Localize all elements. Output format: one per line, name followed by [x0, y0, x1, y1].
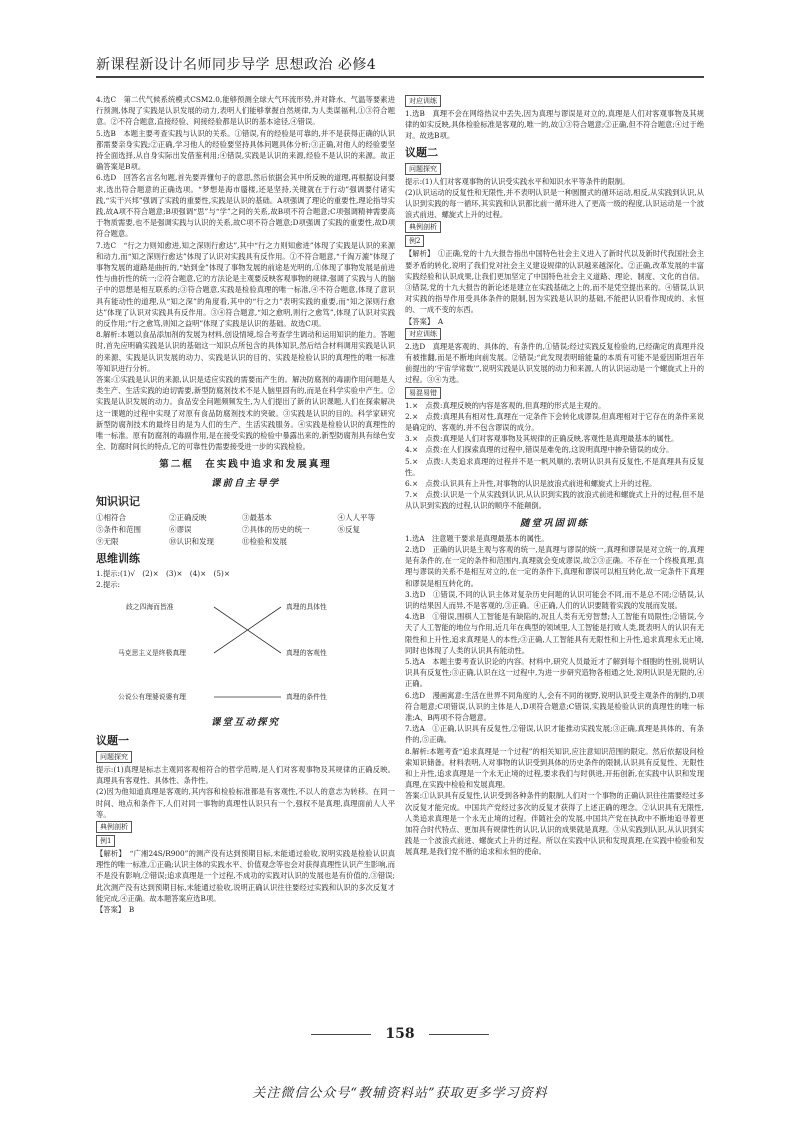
- exercise-answer: 5.选A 本题主要考查认识论的内容。材料中,研究人员最近才了解到每个细胞的性别,说明认识具有反复性;③正确,认识在这一过程中,为进一步研究造物各相通之处,说明认识是无限的,④正确。: [405, 656, 704, 689]
- section-banner: 课堂互动探究: [210, 716, 280, 728]
- answer-item: 5.选B 本题主要考查实践与认识的关系。①错误,有的经验是可靠的,并不是获得正确的认识都需要亲身实践;②正确,学习他人的经验要坚持具体问题具体分析;③正确,对他人的经验要坚持全面选择,从自身实际出发借鉴利用;④错误,实践是认识的来源,经验不是认识的来源。故正确答案是B项。: [96, 128, 395, 172]
- case-analysis: 【解析】 ①正确,党的十九大报告指出中国特色社会主义进入了新时代以及新时代我国社会主要矛盾的转化,说明了我们党对社会主义建设规律的认识越来越深化。②正确,改革发展的丰富实践经验和认识成果,让我们更加坚定了中国特色社会主义道路、理论、制度、文化的自信。③错误,党的十九大报告的新论述是建立在实践基础之上的,而不是凭空提出来的。④错误,认识对实践的指导作用受具体条件的限制,因为实践是认识的基础,不能把认识看作现成的、永恒的、一成不变的东西。: [405, 249, 704, 315]
- knowledge-item: ⑤条件和范围: [96, 524, 141, 534]
- explore-text: 提示:(1)真理是标志主观同客观相符合的哲学范畴,是人们对客观事物及其规律的正确反映。真理具有客观性、具体性、条件性。: [96, 764, 395, 786]
- page-header: [96, 50, 704, 78]
- explore-text: (2)认识运动的反复性和无限性,并不表明认识是一种圆圈式的循环运动,相反,从实践到认识,从认识到实践的每一循环,其实践和认识都比前一循环进入了更高一级的程度,认识运动是一个波浪式前进、螺旋式上升的过程。: [405, 187, 704, 220]
- exercise-answer: 1.选A 注意题干要求是真理最基本的属性。: [405, 533, 549, 543]
- matching-diagram: [96, 593, 395, 711]
- exercise-answer: 答案:①认识具有反复性,认识受到各种条件的限制,人们对一个事物的正确认识往往需要经过多次反复才能完成。中国共产党经过多次的反复才获得了上述正确的理念。②认识具有无限性,人类追求真理是一个永无止境的过程。伴随社会的发展,中国共产党在执政中不断地追寻着更加符合时代特点、更加具有规律性的认识,认识的成果就是真理。③从实践到认识,从认识到实践是一个波浪式前进、螺旋式上升的过程。所以在实践中认识和发现真理,在实践中检验和发展真理,是我们党不断的追求和永恒的使命。: [405, 791, 704, 857]
- explore-label: 问题探究: [96, 751, 132, 763]
- explore-label: 问题探究: [405, 163, 441, 175]
- case-answer: 【答案】 A: [405, 316, 444, 326]
- issue-heading: 议题二: [405, 145, 438, 159]
- page-body: [96, 94, 704, 1014]
- knowledge-item: ⑥谬误: [169, 524, 192, 534]
- footer-notice: 关注微信公众号“教辅资料站”获取更多学习资料: [252, 1086, 548, 1101]
- diagram-left-item: 公说公有理婆说婆有理: [118, 692, 186, 701]
- divider: [311, 1034, 371, 1035]
- thinking-answer: 2.提示:: [96, 579, 121, 589]
- knowledge-item: ①相符合: [96, 512, 126, 522]
- thinking-heading: 思维训练: [96, 551, 140, 565]
- case-label: 典例剖析: [405, 221, 441, 233]
- answer-item: 7.选C “行之力则知愈进,知之深则行愈达”,其中“行之力则知愈进”体现了实践是认识的来源和动力,而“知之深则行愈达”体现了认识对实践具有反作用。①不符合题意,“千淘万漉”体现了事物发展的道路是曲折的,“始到金”体现了事物发展的前途是光明的,①体现了事物发展是前进性与曲折性的统一;②符合题意,它的方法论是主观要反映客观事物的规律,强调了实践与人的脑子中的思想是相互联系的;③符合题意,实践是检验真理的唯一标准,④不符合题意,体现了意识具有能动性的道理,从“知之深”的角度看,其中的“行之力”表明实践的重要,而“知之深则行愈达”体现了认识对实践具有反作用。③④符合题意,“知之愈明,则行之愈笃”,体现了认识对实践的反作用;“行之愈笃,则知之益明”体现了实践是认识的基础。故选C项。: [96, 240, 395, 329]
- diagram-left-item: 马克思主义是终极真理: [118, 648, 186, 657]
- left-column: [96, 94, 395, 1014]
- answer-item: 8.解析:本题以食品添加剂的发展为材料,创设情境,综合考查学生调动和运用知识的能力。答题时,首先应明确实践是认识的基础这一知识点所包含的具体知识,然后结合材料调用实践是认识的来源、实践是认识发展的动力、实践是认识的目的、实践是检验认识的真理性的唯一标准等知识进行分析。: [96, 330, 395, 373]
- diagram-right-item: 真理的条件性: [286, 692, 327, 701]
- training-label: 对应训练: [405, 95, 441, 107]
- training-answer: 2.选D 真理是客观的、具体的、有条件的,①错误;经过实践反复检验的,已经确定的真理并没有被推翻,而是不断地向前发展。②错误;“此发现表明暗能量的本质有可能不是爱因斯坦百年前提出的‘宇宙学常数’”,说明实践是认识发展的动力和来源,人的认识运动是一个螺旋式上升的过程。③④为选。: [405, 341, 704, 385]
- knowledge-item: ⑩认识和发现: [169, 536, 214, 546]
- right-column: [405, 94, 704, 1014]
- case-number: 例1: [96, 835, 115, 847]
- section-title: 第二框 在实践中追求和发展真理: [159, 458, 332, 470]
- mistake-item: 6.× 点拨:认识具有上升性,对事物的认识是波浪式前进和螺旋式上升的过程。: [405, 479, 657, 489]
- exercise-answer: 2.选D 正确的认识是主观与客观的统一,是真理与谬误的统一,真理和谬误是对立统一的,真理是有条件的,在一定的条件和范围内,真理就会变成谬误,故②③正确。不存在一个终极真理,真理与谬误的关系不是相互对立的,在一定的条件下,真理和谬误可以相互转化,故一定条件下真理和谬误是相互转化的。: [405, 544, 704, 588]
- diagram-left-item: 歧之四海而皆准: [126, 602, 174, 611]
- exercise-answer: 6.选D 漫画寓意:生活在世界不同角度的人,会有不同的视野,说明认识受主观条件的制约,D项符合题意;C项错误,认识的主体是人,D项符合题意;C错误,实践是检验认识的真理性的唯一标准;A、B两项不符合题意。: [405, 690, 704, 722]
- section-banner: 随堂巩固训练: [519, 517, 589, 529]
- mistakes-label: 易混易错: [405, 387, 441, 399]
- knowledge-item: ③最基本: [242, 512, 272, 522]
- diagram-right-item: 真理的具体性: [286, 602, 327, 611]
- mistake-item: 4.× 点拨:在人们探索真理的过程中,错误是难免的,这说明真理中掺杂错误的成分。: [405, 445, 674, 455]
- book-title: 新课程新设计名师同步导学 思想政治 必修4: [96, 57, 377, 73]
- page-number: [0, 1026, 800, 1042]
- answer-item: 4.选C 第二代气候系统模式CSM2.0,能够预测全球大气环流形势,并对降水、气温等要素进行预测,体现了实践是认识发展的动力,表明人们能够掌握自然规律,为人类谋福利,①③符合题意。②不符合题意,直接经验、间接经验都是认识的基本途径,④错误。: [96, 95, 395, 127]
- training-answer: 1.选B 真理不会在网络热议中丢失,因为真理与谬误是对立的,真理是人们对客观事物及其规律的如实反映,具体检验标准是客观的,唯一的,故①③符合题意;②正确,但不符合题意;④过于绝对。故选B项。: [405, 109, 704, 141]
- knowledge-item: ⑪检验和发展: [242, 536, 287, 546]
- knowledge-heading: 知识识记: [96, 494, 140, 508]
- page-number-text: 158: [385, 1026, 415, 1042]
- case-analysis: 【解析】 “广湘24S/R900”的测产没有达到预期目标,未能通过验收,说明实践是检验认识真理性的唯一标准,①正确;认识主体的实践水平、价值观念等也会对获得真理性认识产生影响,而不是没有影响,②错误;追求真理是一个过程,不成功的实践对认识的发展也是有价值的,③错误;此次测产没有达到预期目标,未能通过验收,说明正确认识往往要经过实践和认识的多次反复才能完成,④正确。故本题答案应选B项。: [96, 848, 395, 903]
- knowledge-item: ②正确反映: [169, 512, 207, 522]
- section-subtitle: 课前自主导学: [210, 477, 280, 489]
- case-label: 典例剖析: [96, 821, 132, 833]
- explore-text: 提示:(1)人们对客观事物的认识受实践水平和知识水平等条件的限制。: [405, 176, 630, 186]
- explore-text: (2)因为他知道真理是客观的,其内容和检验标准都是有客观性,不以人的意志为转移。在同一时间、地点和条件下,人们对同一事物的真理性认识只有一个,强权不是真理,真理面前人人平等。: [96, 787, 395, 819]
- knowledge-item: ④人人平等: [337, 512, 375, 522]
- exercise-answer: 8.解析:本题考查“追求真理是一个过程”的相关知识,应注意知识范围的限定。然后依据设问检索知识储备。材料表明,人对事物的认识受到具体的历史条件的限制,认识具有反复性、无限性和上升性,追求真理是一个永无止境的过程,要求我们与时俱进,开拓创新,在实践中认识和发现真理,在实践中检验和发展真理。: [405, 746, 704, 790]
- diagram-right-item: 真理的客观性: [286, 648, 327, 657]
- mistake-item: 2.× 点拨:真理具有相对性,真理在一定条件下会转化成谬误,但真理相对于它存在的条件来说是确定的、客观的,并不包含谬误的成分。: [405, 411, 704, 433]
- knowledge-item: ⑦具体的历史的统一: [242, 524, 310, 534]
- knowledge-item: ⑧反复: [337, 524, 360, 534]
- training-label: 对应训练: [405, 328, 441, 340]
- mistake-item: 1.× 点拨:真理反映的内容是客观的,但真理的形式是主观的。: [405, 400, 606, 410]
- exercise-answer: 3.选D ①错误,不同的认识主体对复杂历史问题的认识可能会不同,而不是总不同;②错误,认识的结果因人而异,不是客观的,③正确。④正确,人们的认识要随着实践的发展而发展。: [405, 589, 704, 610]
- answer-item: 6.选D 回答名言名句题,首先要弄懂句子的意思,然后依据会其中所反映的道理,再根据设问要求,选出符合题意的正确选项。“梦想是海市蜃楼,还是坚持,关键就在于行动”强调要付诸实践,“实干兴邦”强调了实践的重要性,实践是认识的基础。A项强调了理论的重要性,理论指导实践,故A项不符合题意;B项强调“思”与“学”之间的关系,故B项不符合题意;C项强调精神需要高于物质需要,也不是强调实践与认识的关系,故C项不符合题意;D项强调了实践的重要性,故D项符合题意。: [96, 173, 395, 239]
- thinking-answer: 1.提示:(1)√ (2)× (3)× (4)× (5)×: [96, 568, 230, 578]
- knowledge-item: ⑨无限: [96, 536, 119, 546]
- mistake-item: 3.× 点拨:真理是人们对客观事物及其规律的正确反映,客观性是真理最基本的属性。: [405, 434, 679, 444]
- mistake-item: 7.× 点拨:认识是一个从实践到认识,从认识到实践的波浪式前进和螺旋式上升的过程,但不是从认识到实践的过程,认识的顺序不能颠倒。: [405, 490, 704, 511]
- knowledge-grid: [96, 512, 395, 548]
- exercise-answer: 4.选B ①错误,围棋人工智能是有缺陷的,况且人类有无穷智慧;人工智能有局限性;②错误,今天了人工智能的地位与作用,近几年在典型的领域里,人工智能是打败人类,既表明人的认识有无限性和上升性,追求真理是人的本性;③正确,人工智能具有无限性和上升性,追求真理永无止境,同时也体现了人类的认识具有能动性。: [405, 612, 704, 655]
- exercise-answer: 7.选A ①正确,认识具有反复性,②错误,认识才能推动实践发展;③正确,真理是具体的、有条件的,⑤正确。: [405, 724, 704, 745]
- case-answer: 【答案】 B: [96, 904, 135, 914]
- mistake-item: 5.× 点拨:人类追求真理的过程并不是一帆风顺的,表明认识具有反复性,不是真理具有反复性。: [405, 456, 704, 477]
- divider: [429, 1034, 489, 1035]
- issue-heading: 议题一: [96, 733, 129, 747]
- answer-item: 答案:①实践是认识的来源,认识是适应实践的需要而产生的。解决防腐剂的毒副作用问题是人类生产、生活实践的迫切需要,新型防腐剂技术不是人脑里固有的,而是在科学实验中产生。②实践是认识发展的动力。食品安全问题频频发生,为人们提出了新的认识课题,人们在探索解决这一课题的过程中实现了对原有食品防腐剂技术的突破。③实践是认识的目的。科学家研究新型防腐剂技术的最终目的是为人们的生产、生活实践服务。④实践是检验认识的真理性的唯一标准。原有防腐剂的毒副作用,是在接受实践的检验中暴露出来的,新型防腐剂具有绿色安全、防腐时间长的特点,它的可靠性仍需要接受进一步的实践检验。: [96, 375, 395, 452]
- case-number: 例2: [405, 235, 424, 247]
